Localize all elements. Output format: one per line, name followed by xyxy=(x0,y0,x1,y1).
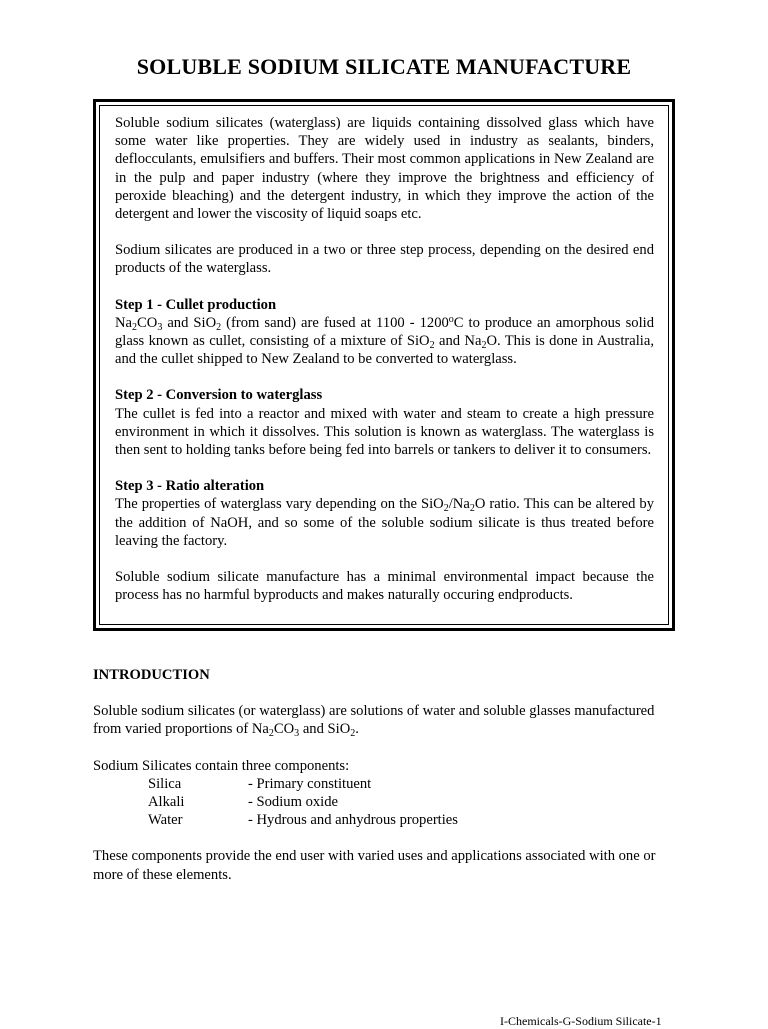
introduction-heading: INTRODUCTION xyxy=(93,667,210,683)
step-3 xyxy=(115,477,654,550)
page-title: SOLUBLE SODIUM SILICATE MANUFACTURE xyxy=(136,54,632,79)
component-desc: - Sodium oxide xyxy=(248,794,338,811)
component-row xyxy=(93,775,683,793)
introduction-section xyxy=(93,666,683,902)
step-3-heading: Step 3 - Ratio alteration xyxy=(115,478,265,495)
component-row xyxy=(93,811,683,829)
summary-box xyxy=(93,99,675,631)
step-1-heading: Step 1 - Cullet production xyxy=(115,296,277,313)
page-footer: I-Chemicals-G-Sodium Silicate-1 xyxy=(500,1014,662,1028)
summary-paragraph-environment: Soluble sodium silicate manufacture has a minimal environmental impact because the process has no harmful byproducts and makes naturally occuring endproducts. xyxy=(115,569,654,604)
step-2 xyxy=(115,386,654,459)
step-3-text: The properties of waterglass vary depending on the $SiO_2/Na_2O$ ratio. This can be altered by the addition of NaOH, and so some of the soluble sodium silicate is thus treated before leaving the factory. xyxy=(115,496,654,549)
introduction-paragraph: Soluble sodium silicates (or waterglass) are solutions of water and soluble glasses manufactured from varied proportions of $Na_2CO_3$ and SiO$_2$. xyxy=(93,703,655,740)
component-name: Water xyxy=(148,812,183,829)
summary-box-inner xyxy=(99,105,669,625)
component-name: Silica xyxy=(148,775,182,792)
components-block xyxy=(93,757,683,830)
summary-paragraph-process: Sodium silicates are produced in a two or three step process, depending on the desired end products of the waterglass. xyxy=(115,242,654,277)
components-intro: Sodium Silicates contain three components: xyxy=(93,757,350,774)
summary-paragraph-overview: Soluble sodium silicates (waterglass) are liquids containing dissolved glass which have some water like properties. They are widely used in industry as sealants, binders, deflocculants, emulsifiers and buffers. Their most common applications in New Zealand are in the pulp and paper industry (where they improve the brightness and efficiency of peroxide bleaching) and the detergent industry, in which they improve the action of the detergent and lower the viscosity of liquid soaps etc. xyxy=(115,115,654,223)
step-1 xyxy=(115,296,654,369)
component-desc: - Hydrous and anhydrous properties xyxy=(248,812,458,829)
step-1-text: $Na_2CO_3$ and SiO$_2$ (from sand) are fused at 1100 - 1200$^o$C to produce an amorphous solid glass known as cullet, consisting of a mixture of SiO$_2$ and $Na_2O$. This is done in Australia, and the cullet shipped to New Zealand to be converted to waterglass. xyxy=(115,313,654,368)
component-desc: - Primary constituent xyxy=(248,775,372,792)
components-uses-paragraph: These components provide the end user with varied uses and applications associated with one or more of these elements. xyxy=(93,848,656,883)
step-2-text: The cullet is fed into a reactor and mixed with water and steam to create a high pressure environment in which it dissolves. This solution is known as waterglass. The waterglass is then sent to holding tanks before being fed into barrels or tankers to deliver it to consumers. xyxy=(115,405,654,459)
component-name: Alkali xyxy=(148,794,185,811)
step-2-heading: Step 2 - Conversion to waterglass xyxy=(115,387,323,404)
component-row xyxy=(93,793,683,811)
